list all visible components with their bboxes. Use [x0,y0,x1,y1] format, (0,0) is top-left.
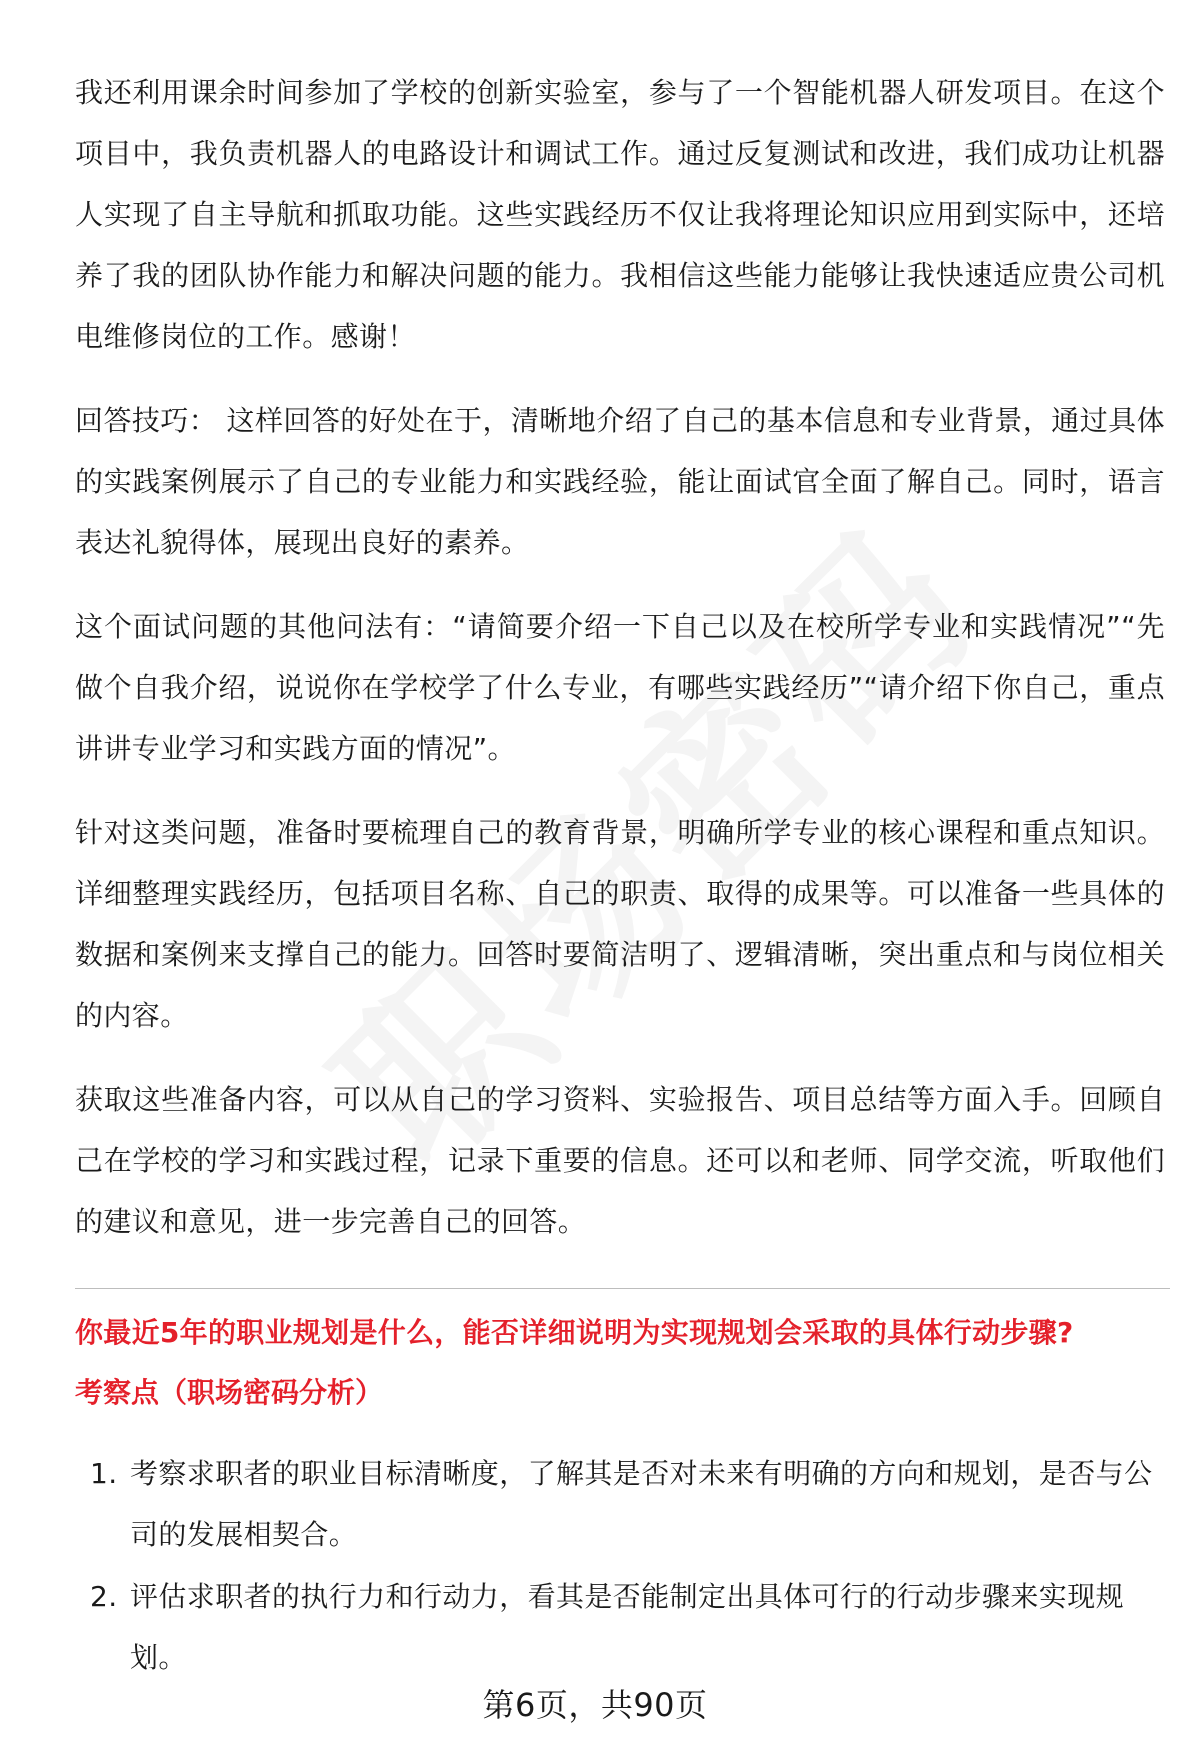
assessment-points-list [75,1443,1165,1688]
list-number: 1. [90,1457,118,1490]
paragraph-preparation: 针对这类问题，准备时要梳理自己的教育背景，明确所学专业的核心课程和重点知识。详细整理实践经历，包括项目名称、自己的职责、取得的成果等。可以准备一些具体的数据和案例来支撑自己的能力。回答时要简洁明了、逻辑清晰，突出重点和与岗位相关的内容。 [75,816,1165,1032]
document-page [75,62,1165,1689]
list-item-text: 评估求职者的执行力和行动力，看其是否能制定出具体可行的行动步骤来实现规划。 [130,1580,1125,1674]
paragraph-alternative-questions: 这个面试问题的其他问法有：“请简要介绍一下自己以及在校所学专业和实践情况”“先做个自我介绍，说说你在学校学了什么专业，有哪些实践经历”“请介绍下你自己，重点讲讲专业学习和实践方面的情况”。 [75,610,1165,765]
list-item [75,1566,1165,1688]
question-heading: 你最近5年的职业规划是什么，能否详细说明为实现规划会采取的具体行动步骤? [75,1316,1074,1349]
assessment-heading: 考察点（职场密码分析） [75,1376,384,1409]
paragraph-sources: 获取这些准备内容，可以从自己的学习资料、实验报告、项目总结等方面入手。回顾自己在学校的学习和实践过程，记录下重要的信息。还可以和老师、同学交流，听取他们的建议和意见，进一步完善自己的回答。 [75,1083,1165,1238]
list-number: 2. [90,1580,118,1613]
list-item [75,1443,1165,1565]
page-number: 第6页，共90页 [482,1686,708,1724]
list-item-text: 考察求职者的职业目标清晰度，了解其是否对未来有明确的方向和规划，是否与公司的发展相契合。 [130,1457,1153,1551]
paragraph-answer-tips: 回答技巧： 这样回答的好处在于，清晰地介绍了自己的基本信息和专业背景，通过具体的实践案例展示了自己的专业能力和实践经验，能让面试官全面了解自己。同时，语言表达礼貌得体，展现出良好的素养。 [75,404,1165,559]
section-divider [75,1288,1170,1289]
paragraph-practice: 我还利用课余时间参加了学校的创新实验室，参与了一个智能机器人研发项目。在这个项目中，我负责机器人的电路设计和调试工作。通过反复测试和改进，我们成功让机器人实现了自主导航和抓取功能。这些实践经历不仅让我将理论知识应用到实际中，还培养了我的团队协作能力和解决问题的能力。我相信这些能力能够让我快速适应贵公司机电维修岗位的工作。感谢！ [75,76,1165,353]
